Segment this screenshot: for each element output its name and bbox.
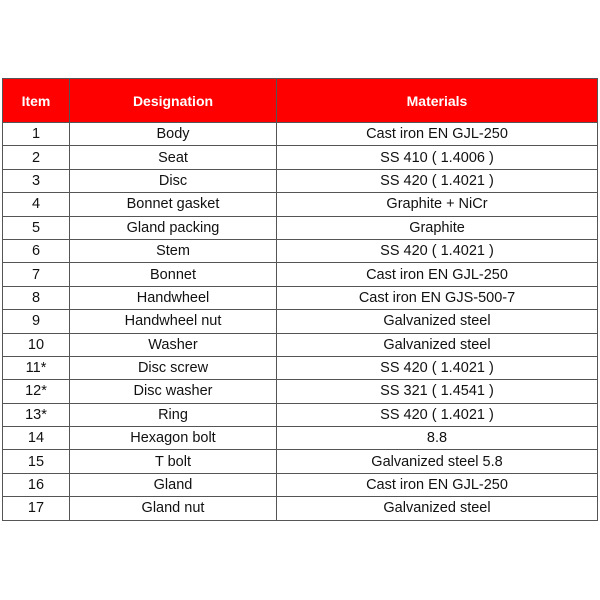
designation-cell: Ring (70, 403, 277, 426)
item-cell: 13* (3, 403, 70, 426)
designation-cell: Disc screw (70, 356, 277, 379)
item-cell: 7 (3, 263, 70, 286)
material-cell: Cast iron EN GJL-250 (277, 473, 598, 496)
designation-cell: Gland nut (70, 497, 277, 520)
material-cell: SS 420 ( 1.4021 ) (277, 356, 598, 379)
designation-cell: Stem (70, 239, 277, 262)
table-row (3, 193, 598, 216)
designation-cell: Seat (70, 146, 277, 169)
table-row (3, 123, 598, 146)
designation-cell: Disc (70, 169, 277, 192)
material-cell: Cast iron EN GJL-250 (277, 123, 598, 146)
table-row (3, 286, 598, 309)
header-item: Item (3, 79, 70, 123)
material-cell: 8.8 (277, 427, 598, 450)
table-row (3, 427, 598, 450)
material-cell: SS 420 ( 1.4021 ) (277, 169, 598, 192)
item-cell: 3 (3, 169, 70, 192)
designation-cell: Body (70, 123, 277, 146)
table-row (3, 450, 598, 473)
material-cell: SS 321 ( 1.4541 ) (277, 380, 598, 403)
designation-cell: Hexagon bolt (70, 427, 277, 450)
designation-cell: Bonnet gasket (70, 193, 277, 216)
header-materials: Materials (277, 79, 598, 123)
item-cell: 2 (3, 146, 70, 169)
table-row (3, 216, 598, 239)
table-row (3, 473, 598, 496)
designation-cell: T bolt (70, 450, 277, 473)
table-row (3, 333, 598, 356)
designation-cell: Washer (70, 333, 277, 356)
designation-cell: Gland (70, 473, 277, 496)
item-cell: 15 (3, 450, 70, 473)
item-cell: 6 (3, 239, 70, 262)
item-cell: 17 (3, 497, 70, 520)
item-cell: 12* (3, 380, 70, 403)
item-cell: 11* (3, 356, 70, 379)
material-cell: SS 420 ( 1.4021 ) (277, 403, 598, 426)
table-row (3, 239, 598, 262)
material-cell: Galvanized steel 5.8 (277, 450, 598, 473)
table-row (3, 356, 598, 379)
material-cell: Cast iron EN GJS-500-7 (277, 286, 598, 309)
designation-cell: Gland packing (70, 216, 277, 239)
item-cell: 8 (3, 286, 70, 309)
designation-cell: Handwheel nut (70, 310, 277, 333)
material-cell: Graphite (277, 216, 598, 239)
designation-cell: Disc washer (70, 380, 277, 403)
material-cell: Cast iron EN GJL-250 (277, 263, 598, 286)
material-cell: Galvanized steel (277, 333, 598, 356)
table-row (3, 403, 598, 426)
table-row (3, 263, 598, 286)
table-row (3, 310, 598, 333)
item-cell: 10 (3, 333, 70, 356)
table-row (3, 497, 598, 520)
item-cell: 5 (3, 216, 70, 239)
material-cell: SS 410 ( 1.4006 ) (277, 146, 598, 169)
item-cell: 9 (3, 310, 70, 333)
table-body (3, 123, 598, 521)
designation-cell: Handwheel (70, 286, 277, 309)
item-cell: 16 (3, 473, 70, 496)
header-designation: Designation (70, 79, 277, 123)
item-cell: 14 (3, 427, 70, 450)
table-row (3, 380, 598, 403)
table-row (3, 146, 598, 169)
material-cell: Graphite + NiCr (277, 193, 598, 216)
material-cell: SS 420 ( 1.4021 ) (277, 239, 598, 262)
designation-cell: Bonnet (70, 263, 277, 286)
material-cell: Galvanized steel (277, 497, 598, 520)
item-cell: 4 (3, 193, 70, 216)
material-cell: Galvanized steel (277, 310, 598, 333)
parts-table (2, 78, 598, 521)
item-cell: 1 (3, 123, 70, 146)
header-row (3, 79, 598, 123)
table-row (3, 169, 598, 192)
